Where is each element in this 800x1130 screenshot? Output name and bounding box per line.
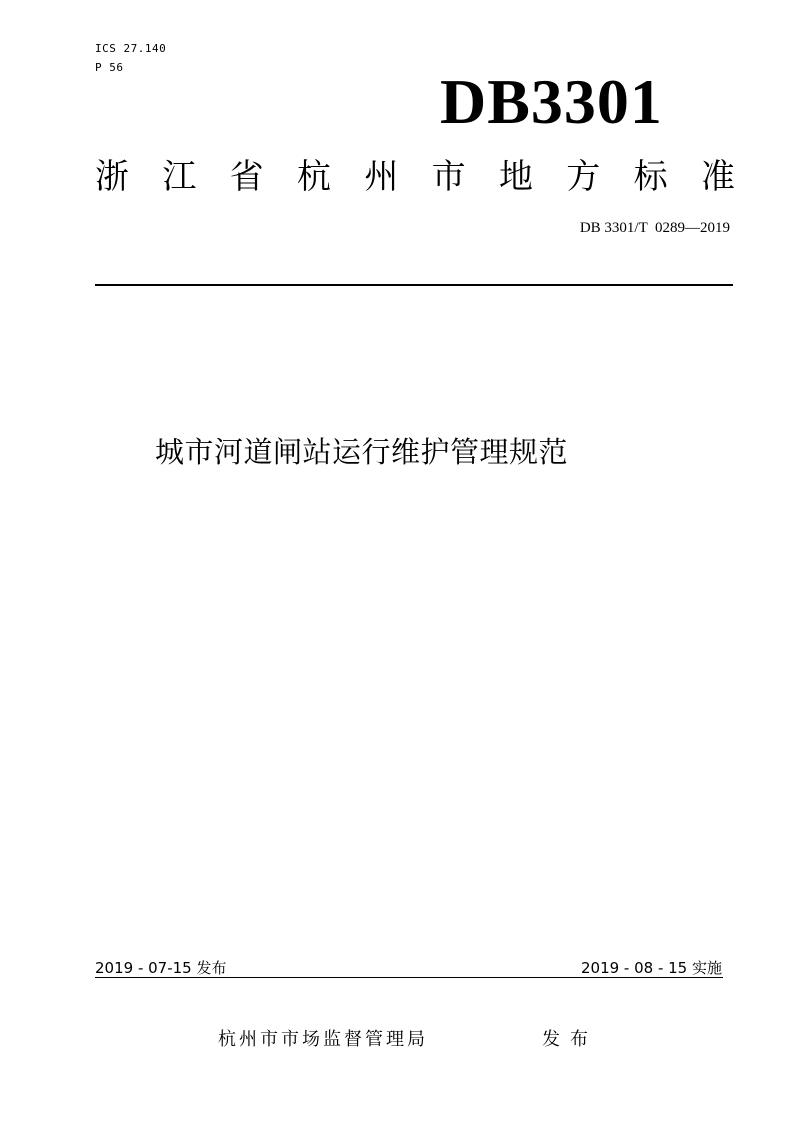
publish-label: 发布 [542,1029,598,1050]
ccs-code: P 56 [95,61,124,74]
standard-type-char: 标 [633,157,668,197]
document-title: 城市河道闸站运行维护管理规范 [155,435,569,469]
standard-type-char: 杭 [296,157,331,197]
standard-type-char: 州 [364,157,399,197]
standard-number: DB 3301/T 0289—2019 [579,220,730,236]
implementation-date: 2019 - 08 - 15 实施 [580,959,722,977]
standard-type-heading [95,155,735,199]
standard-code-large: DB3301 [440,66,663,137]
standard-type-char: 省 [229,157,264,197]
standard-type-char: 方 [566,157,601,197]
standard-type-char: 地 [498,157,533,197]
standard-type-char: 准 [700,157,735,197]
standard-type-char: 浙 [95,157,129,197]
top-divider [95,284,733,286]
publisher-name: 杭州市市场监督管理局 [218,1029,428,1050]
standard-type-char: 市 [431,157,466,197]
bottom-divider [95,977,723,978]
standard-type-char: 江 [162,157,197,197]
issue-date: 2019 - 07-15 发布 [95,959,227,977]
ics-code: ICS 27.140 [95,42,167,55]
